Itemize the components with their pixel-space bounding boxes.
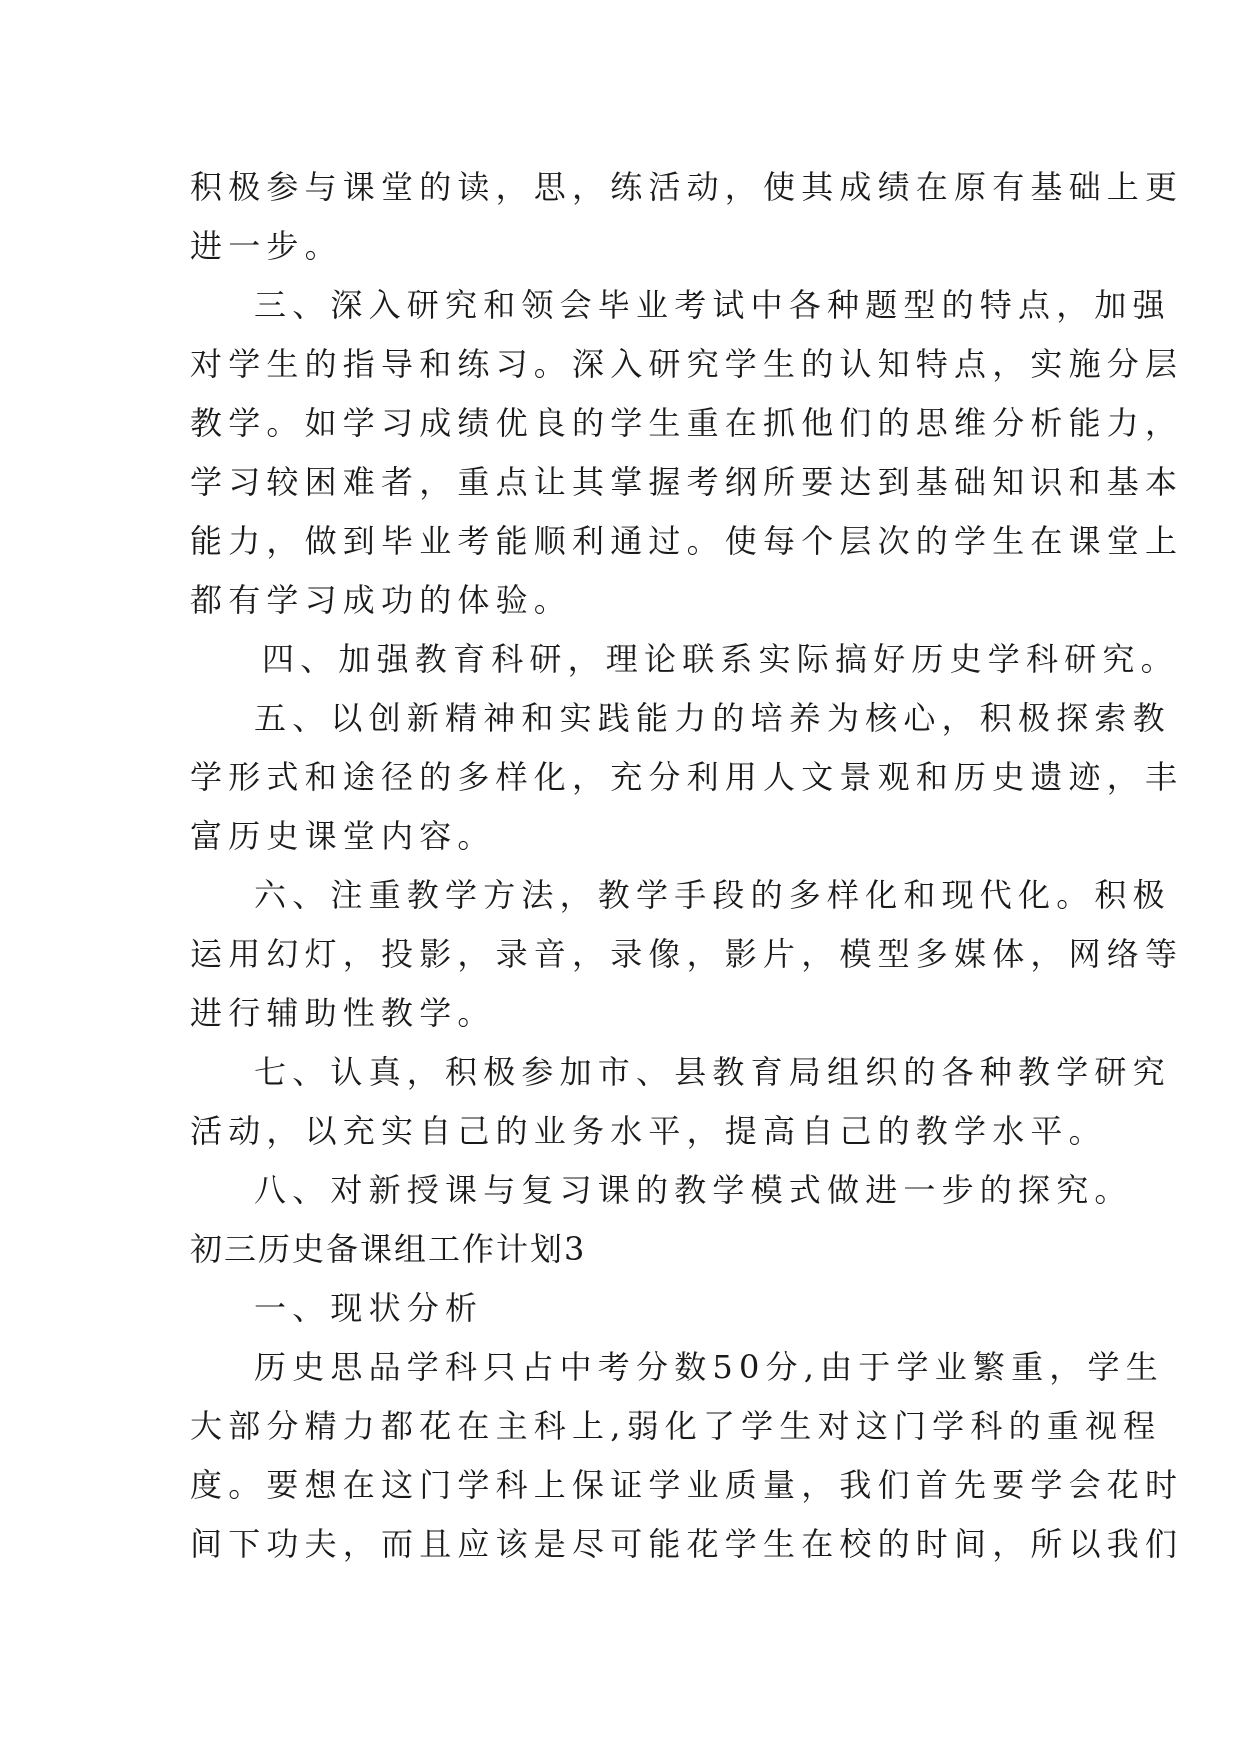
text-line: 五、以创新精神和实践能力的培养为核心，积极探索教 [254,699,1171,737]
text-line: 富历史课堂内容。 [190,817,496,855]
text-line: 积极参与课堂的读，思，练活动，使其成绩在原有基础上更 [190,168,1184,206]
text-line: 学习较困难者，重点让其掌握考纲所要达到基础知识和基本 [190,463,1184,501]
text-line: 大部分精力都花在主科上,弱化了学生对这门学科的重视程 [190,1407,1162,1445]
text-line: 学形式和途径的多样化，充分利用人文景观和历史遗迹，丰 [190,758,1184,796]
text-line: 度。要想在这门学科上保证学业质量，我们首先要学会花时 [190,1466,1184,1504]
text-line: 对学生的指导和练习。深入研究学生的认知特点，实施分层 [190,345,1184,383]
text-line: 都有学习成功的体验。 [190,581,573,619]
text-line: 进行辅助性教学。 [190,994,496,1032]
section-heading: 一、现状分析 [254,1289,484,1327]
text-line: 能力，做到毕业考能顺利通过。使每个层次的学生在课堂上 [190,522,1184,560]
text-line: 运用幻灯，投影，录音，录像，影片，模型多媒体，网络等 [190,935,1184,973]
text-line: 七、认真，积极参加市、县教育局组织的各种教学研究 [254,1053,1171,1091]
text-line: 六、注重教学方法，教学手段的多样化和现代化。积极 [254,876,1171,914]
text-line: 进一步。 [190,227,343,265]
text-line: 历史思品学科只占中考分数50分,由于学业繁重，学生 [254,1348,1164,1386]
text-line: 活动，以充实自己的业务水平，提高自己的教学水平。 [190,1112,1107,1150]
document-body [190,158,1184,1574]
text-line: 三、深入研究和领会毕业考试中各种题型的特点，加强 [254,286,1171,324]
text-line: 四、加强教育科研，理论联系实际搞好历史学科研究。 [262,640,1179,678]
text-line: 间下功夫，而且应该是尽可能花学生在校的时间，所以我们 [190,1525,1184,1563]
section-title: 初三历史备课组工作计划3 [190,1230,587,1268]
text-line: 八、对新授课与复习课的教学模式做进一步的探究。 [254,1171,1133,1209]
text-line: 教学。如学习成绩优良的学生重在抓他们的思维分析能力， [190,404,1184,442]
